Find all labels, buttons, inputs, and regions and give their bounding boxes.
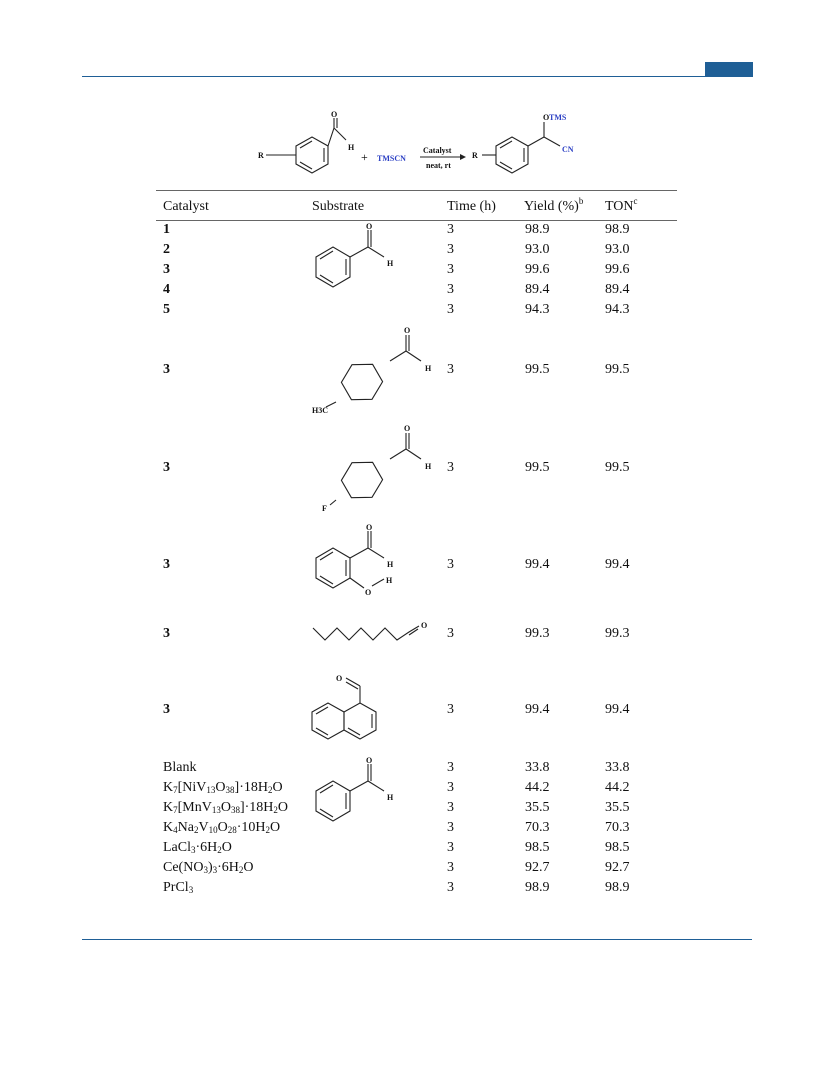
cell-catalyst: 3	[163, 702, 170, 717]
plus-sign: +	[361, 150, 368, 164]
o-atom: O	[404, 326, 411, 335]
naphthaldehyde-structure	[306, 664, 416, 759]
cell-time: 3	[447, 860, 454, 875]
salicylaldehyde-structure	[306, 523, 426, 618]
benzaldehyde-structure	[306, 222, 416, 307]
cell-time: 3	[447, 557, 454, 572]
product-o-label: O	[543, 113, 550, 122]
header-yield: Yield (%)$^b$	[524, 196, 584, 214]
cell-ton: 94.3	[605, 302, 630, 317]
h-atom: H	[425, 364, 432, 373]
cell-ton: 70.3	[605, 820, 630, 835]
cell-yield: 99.5	[525, 460, 550, 475]
cell-yield: 70.3	[525, 820, 550, 835]
cell-time: 3	[447, 222, 454, 237]
product-r-label: R	[472, 151, 478, 160]
cell-ton: 93.0	[605, 242, 630, 257]
header-ton: TON$^c$	[605, 196, 638, 214]
methyl-label: H3C	[312, 406, 328, 415]
header-catalyst: Catalyst	[163, 199, 209, 214]
cell-ton: 99.6	[605, 262, 630, 277]
h-atom: H	[425, 462, 432, 471]
cell-time: 3	[447, 880, 454, 895]
o-atom: O	[421, 621, 428, 630]
table-header-rule	[156, 220, 677, 221]
cell-time: 3	[447, 702, 454, 717]
cell-yield: 44.2	[525, 780, 550, 795]
cell-yield: 94.3	[525, 302, 550, 317]
cell-yield: 89.4	[525, 282, 550, 297]
h-atom: H	[387, 793, 394, 802]
header-rule	[82, 76, 752, 77]
cell-time: 3	[447, 820, 454, 835]
cell-catalyst-prcl3: PrCl$_3$	[163, 880, 194, 895]
cell-ton: 35.5	[605, 800, 630, 815]
cell-time: 3	[447, 626, 454, 641]
cell-catalyst: 3	[163, 626, 170, 641]
cell-yield: 99.4	[525, 557, 550, 572]
h-atom: H	[387, 560, 394, 569]
reactant-benzene-ring	[266, 118, 346, 173]
cell-time: 3	[447, 800, 454, 815]
reactant-o-label: O	[331, 110, 338, 119]
octanal-structure	[311, 618, 436, 653]
reaction-scheme	[250, 110, 590, 190]
cell-yield: 92.7	[525, 860, 550, 875]
cell-catalyst: 3	[163, 362, 170, 377]
hydroxyl-o-atom: O	[365, 588, 372, 597]
o-atom: O	[366, 523, 373, 532]
cell-time: 3	[447, 242, 454, 257]
product-cn-label: CN	[562, 145, 574, 154]
cell-ton: 98.9	[605, 222, 630, 237]
cell-ton: 98.9	[605, 880, 630, 895]
cell-yield: 98.9	[525, 880, 550, 895]
p-fluorobenzaldehyde-structure	[306, 425, 446, 515]
cell-yield: 99.5	[525, 362, 550, 377]
cell-time: 3	[447, 840, 454, 855]
cell-ton: 99.5	[605, 460, 630, 475]
footer-rule	[82, 939, 752, 940]
o-atom: O	[336, 674, 343, 683]
header-substrate: Substrate	[312, 199, 365, 214]
cell-catalyst: 3	[163, 460, 170, 475]
p-methylbenzaldehyde-structure	[306, 327, 446, 417]
cell-catalyst-blank: Blank	[163, 760, 197, 775]
cell-yield: 99.3	[525, 626, 550, 641]
header-accent-block	[705, 62, 753, 77]
cell-time: 3	[447, 780, 454, 795]
cell-catalyst: 2	[163, 242, 170, 257]
cell-ton: 33.8	[605, 760, 630, 775]
cell-yield: 99.6	[525, 262, 550, 277]
reagent-label: TMSCN	[377, 154, 406, 163]
header-time: Time (h)	[447, 199, 496, 214]
hydroxyl-h-atom: H	[386, 576, 393, 585]
cell-catalyst: 3	[163, 557, 170, 572]
cell-catalyst: 1	[163, 222, 170, 237]
arrow-top-label: Catalyst	[423, 146, 452, 155]
arrow-bottom-label: neat, rt	[426, 161, 451, 170]
cell-catalyst-k4na2v10o28: $K_4Na_2V_{10}O_{28}\cdot 10H_2O$	[163, 820, 281, 835]
fluoro-label: F	[322, 504, 327, 513]
h-atom: H	[387, 259, 394, 268]
cell-time: 3	[447, 262, 454, 277]
o-atom: O	[366, 756, 373, 765]
benzaldehyde-structure	[306, 756, 416, 841]
product-benzene-ring	[482, 122, 560, 173]
cell-time: 3	[447, 302, 454, 317]
cell-catalyst: 5	[163, 302, 170, 317]
cell-catalyst-lacl3: $LaCl_3\cdot 6H_2O$	[163, 840, 232, 855]
reactant-r-label: R	[258, 151, 264, 160]
cell-ton: 44.2	[605, 780, 630, 795]
cell-time: 3	[447, 362, 454, 377]
table-top-rule	[156, 190, 677, 191]
cell-time: 3	[447, 760, 454, 775]
o-atom: O	[366, 222, 373, 231]
cell-catalyst-k7-niv13o38: $K_7[NiV_{13}O_{38}]\cdot 18H_2O$	[163, 780, 283, 795]
cell-ton: 89.4	[605, 282, 630, 297]
cell-yield: 93.0	[525, 242, 550, 257]
o-atom: O	[404, 424, 411, 433]
cell-yield: 98.9	[525, 222, 550, 237]
cell-catalyst: 3	[163, 262, 170, 277]
reactant-h-label: H	[348, 143, 355, 152]
cell-ton: 99.5	[605, 362, 630, 377]
cell-catalyst: 4	[163, 282, 170, 297]
cell-catalyst-ceno3: $Ce(NO_3)_3\cdot 6H_2O$	[163, 860, 254, 875]
cell-yield: 33.8	[525, 760, 550, 775]
cell-yield: 35.5	[525, 800, 550, 815]
cell-catalyst-k7-mnv13o38: $K_7[MnV_{13}O_{38}]\cdot 18H_2O$	[163, 800, 289, 815]
cell-ton: 99.3	[605, 626, 630, 641]
cell-time: 3	[447, 460, 454, 475]
cell-time: 3	[447, 282, 454, 297]
product-tms-label: TMS	[549, 113, 567, 122]
cell-ton: 98.5	[605, 840, 630, 855]
cell-yield: 98.5	[525, 840, 550, 855]
cell-ton: 99.4	[605, 702, 630, 717]
cell-ton: 92.7	[605, 860, 630, 875]
cell-ton: 99.4	[605, 557, 630, 572]
cell-yield: 99.4	[525, 702, 550, 717]
